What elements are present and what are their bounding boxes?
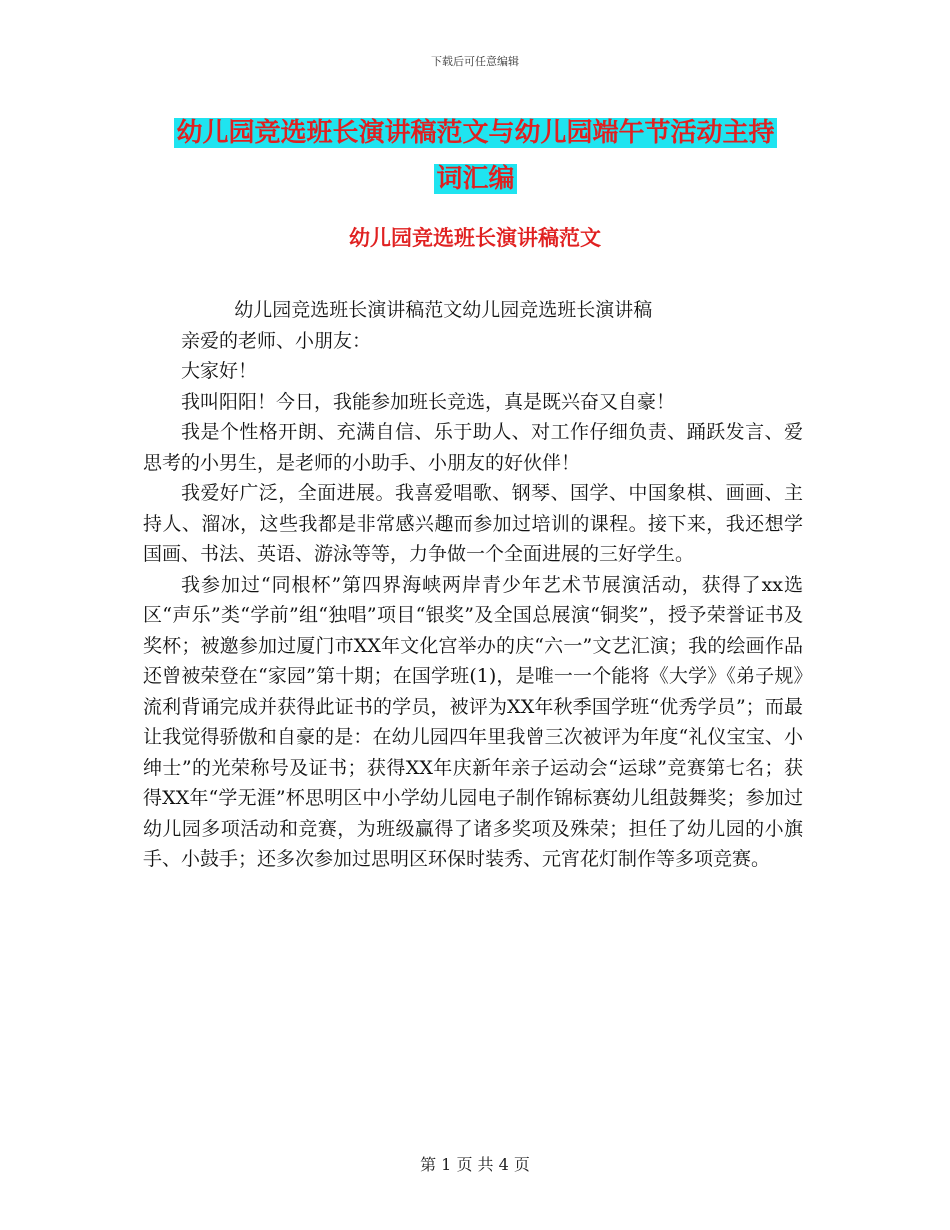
section-heading: 幼儿园竞选班长演讲稿范文 (349, 226, 601, 250)
paragraph-hobbies: 我爱好广泛，全面进展。我喜爱唱歌、钢琴、国学、中国象棋、画画、主持人、溜冰，这些我都是非常感兴趣而参加过培训的课程。接下来，我还想学国画、书法、英语、游泳等等，力争做一个全面进展的三好学生。 (143, 482, 803, 565)
paragraph-personality: 我是个性格开朗、充满自信、乐于助人、对工作仔细负责、踊跃发言、爱思考的小男生，是老师的小助手、小朋友的好伙伴！ (143, 421, 803, 474)
page-header-note: 下载后可任意编辑 (431, 55, 519, 68)
paragraph-greeting: 亲爱的老师、小朋友： (181, 329, 372, 352)
body-text (143, 295, 803, 875)
paragraph-subtitle: 幼儿园竞选班长演讲稿范文幼儿园竞选班长演讲稿 (234, 299, 653, 321)
paragraph-hello: 大家好！ (181, 360, 258, 382)
paragraph-intro: 我叫阳阳！今日，我能参加班长竞选，真是既兴奋又自豪！ (181, 390, 676, 413)
document-title (143, 110, 808, 202)
document-title-line-2: 词汇编 (436, 164, 515, 194)
page-footer: 第 1 页 共 4 页 (420, 1155, 530, 1174)
document-title-line-1: 幼儿园竞选班长演讲稿范文与幼儿园端午节活动主持 (176, 118, 775, 148)
paragraph-achievements: 我参加过“同根杯”第四界海峡两岸青少年艺术节展演活动，获得了xx选区“声乐”类“学前”组“独唱”项目“银奖”及全国总展演“铜奖”，授予荣誉证书及奖杯；被邀参加过厦门市XX年文化宫举办的庆“六一”文艺汇演；我的绘画作品还曾被荣登在“家园”第十期；在国学班(1)，是唯一一个能将《大学》《弟子规》流利背诵完成并获得此证书的学员，被评为XX年秋季国学班“优秀学员”；而最让我觉得骄傲和自豪的是：在幼儿园四年里我曾三次被评为年度“礼仪宝宝、小绅士”的光荣称号及证书；获得XX年庆新年亲子运动会“运球”竞赛第七名；获得XX年“学无涯”杯思明区中小学幼儿园电子制作锦标赛幼儿组鼓舞奖；参加过幼儿园多项活动和竞赛，为班级赢得了诸多奖项及殊荣；担任了幼儿园的小旗手、小鼓手；还多次参加过思明区环保时装秀、元宵花灯制作等多项竞赛。 (143, 573, 803, 870)
